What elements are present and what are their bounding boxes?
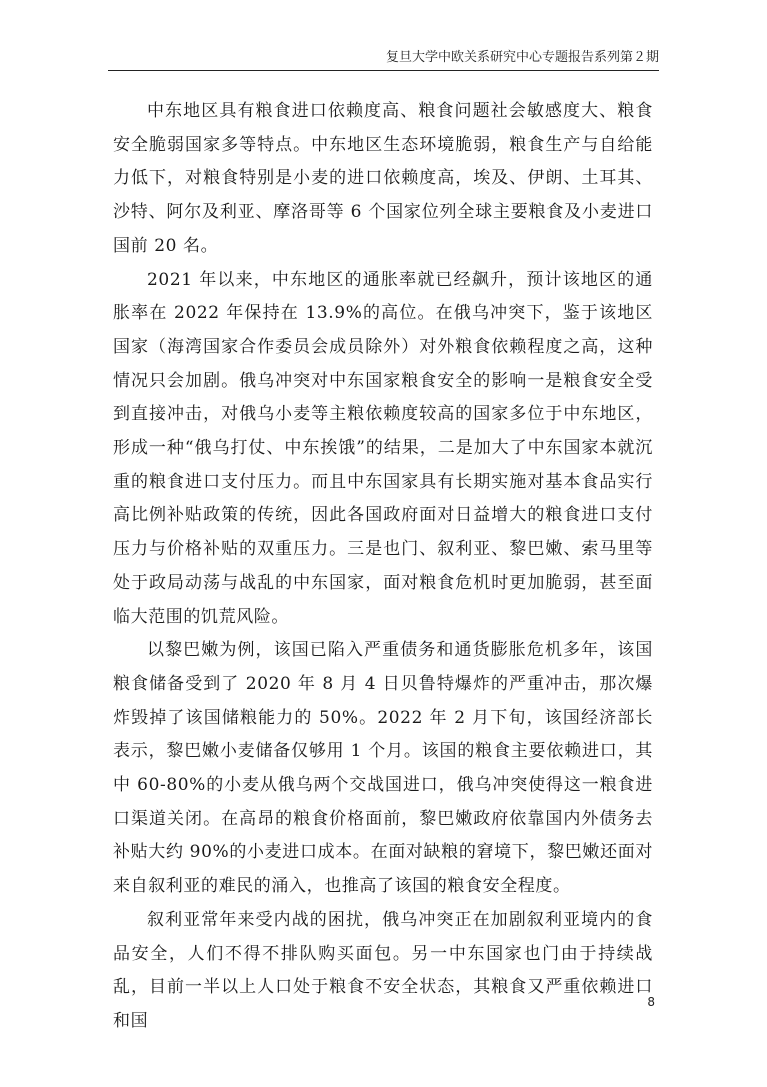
paragraph-1: 中东地区具有粮食进口依赖度高、粮食问题社会敏感度大、粮食安全脆弱国家多等特点。中东地区生态环境脆弱，粮食生产与自给能力低下，对粮食特别是小麦的进口依赖度高，埃及、伊朗、土耳其、沙特、阿尔及利亚、摩洛哥等 6 个国家位列全球主要粮食及小麦进口国前 20 名。 (113, 101, 653, 256)
document-body (113, 95, 653, 1039)
paragraph-4: 叙利亚常年来受内战的困扰，俄乌冲突正在加剧叙利亚境内的食品安全，人们不得不排队购买面包。另一中东国家也门由于持续战乱，目前一半以上人口处于粮食不安全状态，其粮食又严重依赖进口和国 (113, 909, 653, 1031)
paragraph-3: 以黎巴嫩为例，该国已陷入严重债务和通货膨胀危机多年，该国粮食储备受到了 2020 年 8 月 4 日贝鲁特爆炸的严重冲击，那次爆炸毁掉了该国储粮能力的 50%。2022 年 2 月下旬，该国经济部长表示，黎巴嫩小麦储备仅够用 1 个月。该国的粮食主要依赖进口，其中 60-80%的小麦从俄乌两个交战国进口，俄乌冲突使得这一粮食进口渠道关闭。在高昂的粮食价格面前，黎巴嫩政府依靠国内外债务去补贴大约 90%的小麦进口成本。在面对缺粮的窘境下，黎巴嫩还面对来自叙利亚的难民的涌入，也推高了该国的粮食安全程度。 (113, 640, 653, 897)
running-header (108, 48, 659, 71)
page-number: 8 (647, 995, 655, 1009)
paragraph-2: 2021 年以来，中东地区的通胀率就已经飙升，预计该地区的通胀率在 2022 年保持在 13.9%的高位。在俄乌冲突下，鉴于该地区国家（海湾国家合作委员会成员除外）对外粮食依赖程度之高，这种情况只会加剧。俄乌冲突对中东国家粮食安全的影响一是粮食安全受到直接冲击，对俄乌小麦等主粮依赖度较高的国家多位于中东地区，形成一种“俄乌打仗、中东挨饿”的结果，二是加大了中东国家本就沉重的粮食进口支付压力。而且中东国家具有长期实施对基本食品实行高比例补贴政策的传统，因此各国政府面对日益增大的粮食进口支付压力与价格补贴的双重压力。三是也门、叙利亚、黎巴嫩、索马里等处于政局动荡与战乱的中东国家，面对粮食危机时更加脆弱，甚至面临大范围的饥荒风险。 (113, 269, 653, 627)
running-header-title: 复旦大学中欧关系研究中心专题报告系列第２期 (385, 50, 659, 65)
